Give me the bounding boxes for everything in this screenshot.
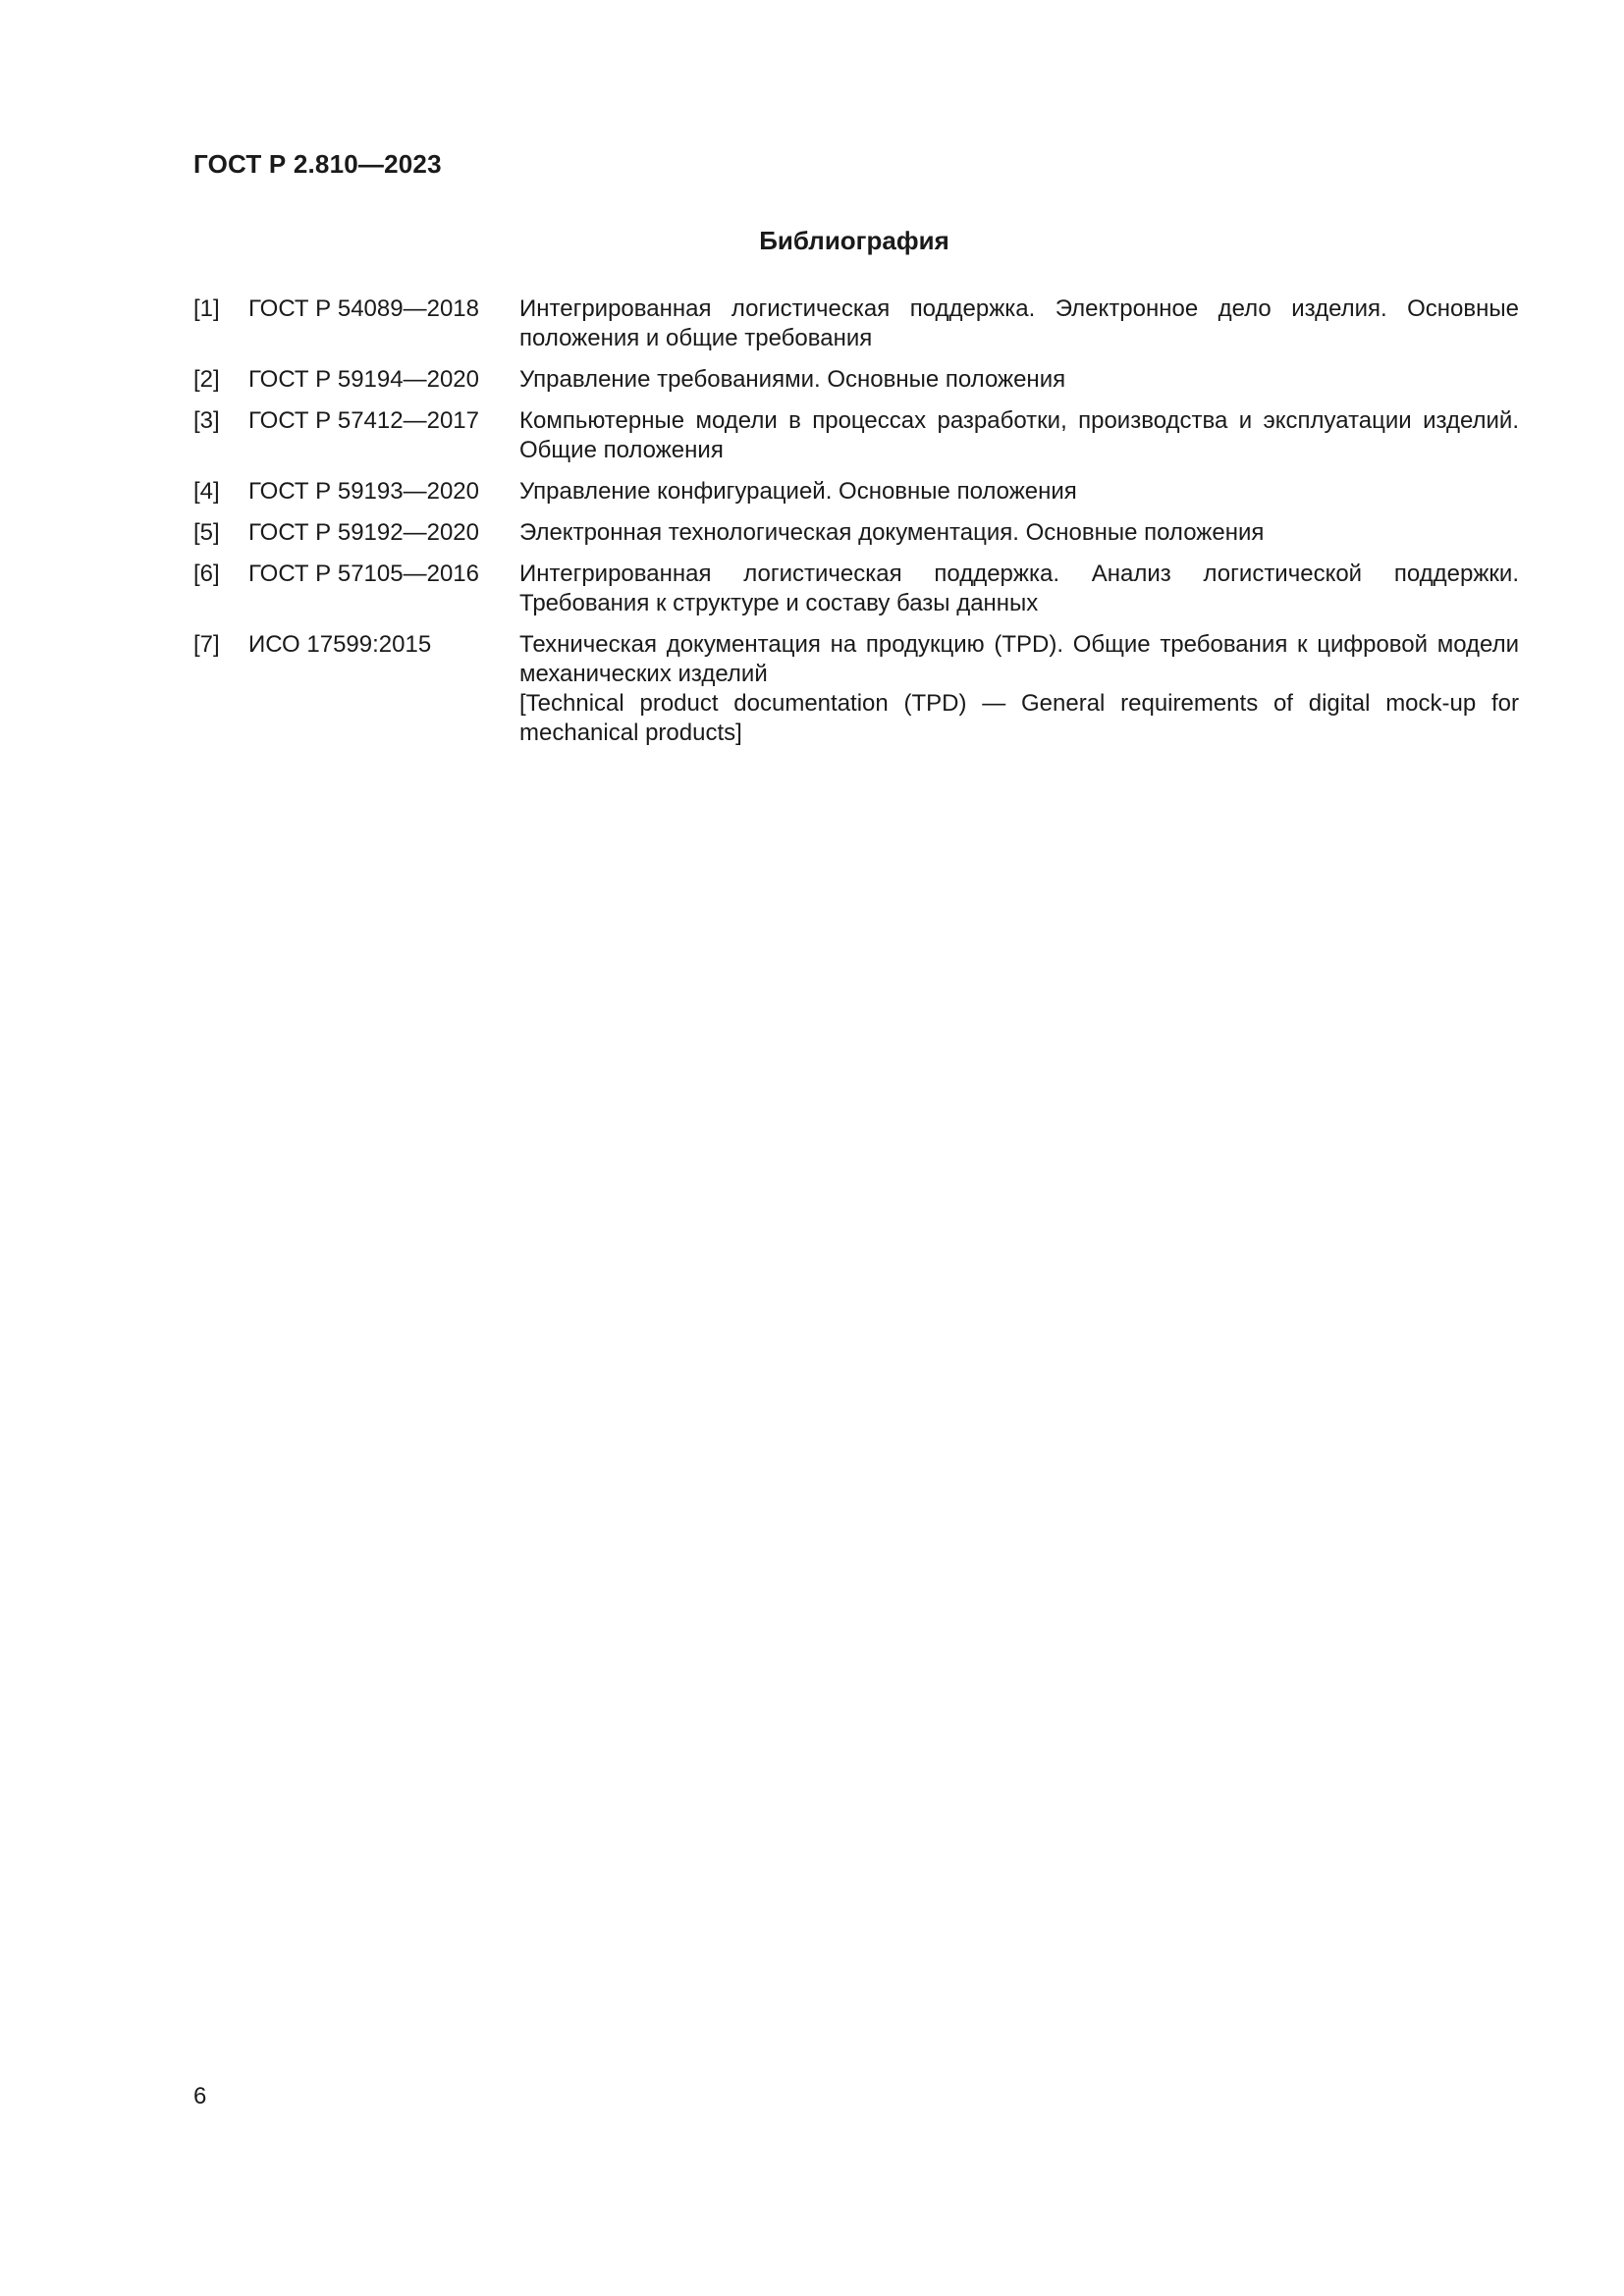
entry-title: [519, 406, 1519, 465]
entry-standard-reference: ГОСТ Р 54089—2018: [248, 295, 479, 322]
bibliography-entry: [193, 365, 1519, 395]
entry-title: [519, 518, 1519, 548]
entry-standard-reference: ГОСТ Р 59194—2020: [248, 366, 479, 393]
entry-standard-reference: ГОСТ Р 57105—2016: [248, 561, 479, 587]
entry-standard-reference: ГОСТ Р 59193—2020: [248, 478, 479, 505]
entry-title: [519, 477, 1519, 507]
entry-number: [3]: [193, 407, 220, 434]
section-title: Библиография: [759, 226, 949, 255]
bibliography-list: [193, 294, 1519, 760]
entry-title-text: Электронная технологическая документация. Основные положения: [519, 519, 1265, 546]
page-number: 6: [193, 2083, 207, 2109]
entry-title-text: Управление требованиями. Основные положения: [519, 366, 1066, 393]
entry-title: [519, 630, 1519, 748]
entry-title-text: Управление конфигурацией. Основные положения: [519, 478, 1077, 505]
entry-number: [4]: [193, 478, 220, 505]
bibliography-entry: [193, 560, 1519, 618]
entry-number: [6]: [193, 561, 220, 587]
entry-title-text: Компьютерные модели в процессах разработки, производства и эксплуатации изделий. Общие положения: [519, 407, 1519, 463]
bibliography-entry: [193, 406, 1519, 465]
entry-number: [5]: [193, 519, 220, 546]
entry-standard-reference: ГОСТ Р 57412—2017: [248, 407, 479, 434]
entry-standard-reference: ГОСТ Р 59192—2020: [248, 519, 479, 546]
entry-title-text: Техническая документация на продукцию (TPD). Общие требования к цифровой модели механических изделий: [519, 631, 1519, 687]
entry-title-text: Интегрированная логистическая поддержка. Электронное дело изделия. Основные положения и общие требования: [519, 295, 1519, 351]
document-code-header: ГОСТ Р 2.810—2023: [193, 149, 442, 179]
entry-title-text: Интегрированная логистическая поддержка. Анализ логистической поддержки. Требования к структуре и составу базы данных: [519, 561, 1519, 616]
bibliography-entry: [193, 477, 1519, 507]
entry-number: [1]: [193, 295, 220, 322]
entry-standard-reference: ИСО 17599:2015: [248, 631, 432, 658]
entry-title: [519, 560, 1519, 618]
entry-title: [519, 365, 1519, 395]
bibliography-entry: [193, 294, 1519, 353]
bibliography-entry: [193, 518, 1519, 548]
entry-number: [7]: [193, 631, 220, 658]
entry-title: [519, 294, 1519, 353]
entry-number: [2]: [193, 366, 220, 393]
bibliography-entry: [193, 630, 1519, 748]
entry-title-english: [Technical product documentation (TPD) — General requirements of digital mock-up for mechanical products]: [519, 690, 1519, 746]
